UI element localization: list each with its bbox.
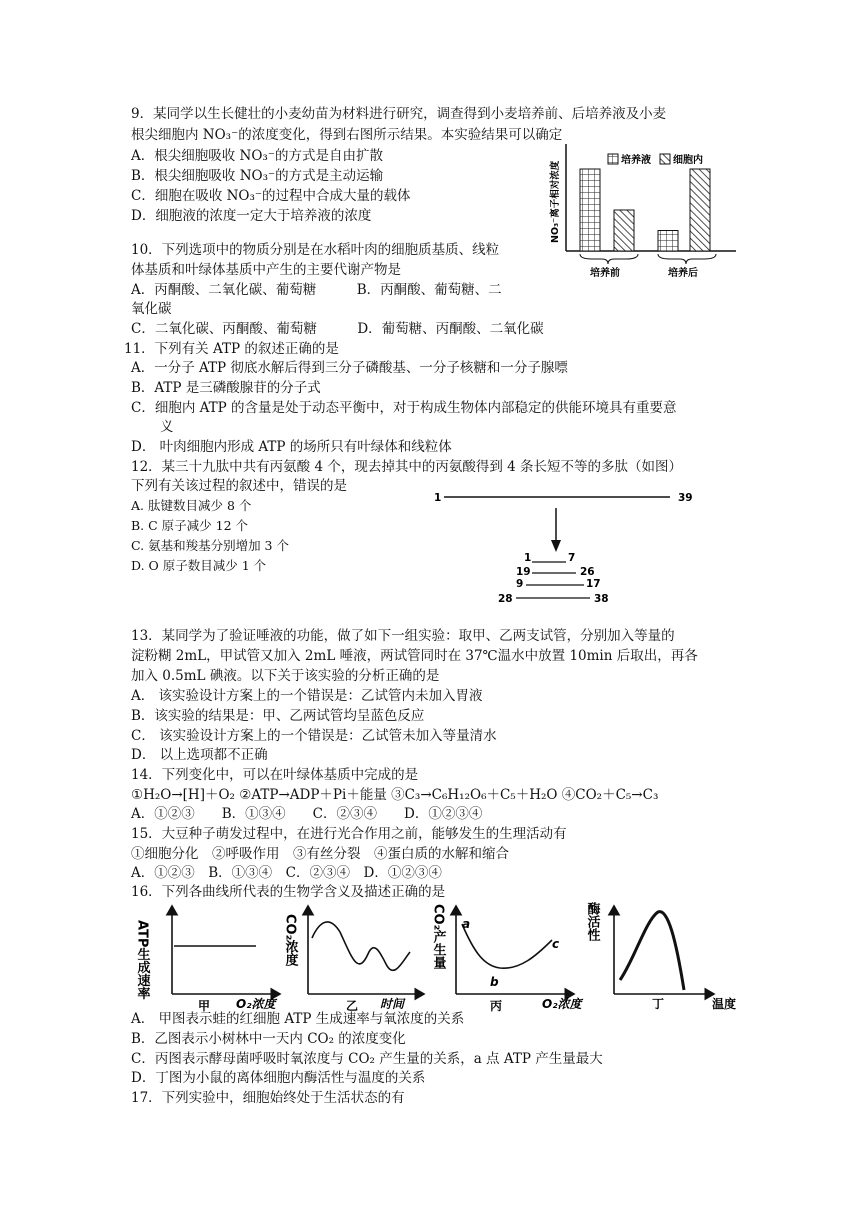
q12-stem-line2: 下列有关该过程的叙述中，错误的是 [131, 478, 347, 494]
graph3-point-a: a [462, 917, 471, 931]
q12-peptide-diagram [420, 488, 710, 610]
bar-after-medium [658, 231, 678, 252]
q11-option-b: B．ATP 是三磷酸腺苷的分子式 [131, 380, 321, 396]
q11-option-d: D． 叶肉细胞内形成 ATP 的场所只有叶绿体和线粒体 [131, 439, 452, 455]
frag4-start: 28 [498, 593, 513, 605]
q10-options-cd: C．二氧化碳、丙酮酸、葡萄糖 D．葡萄糖、丙酮酸、二氧化碳 [131, 321, 544, 337]
q16-stem: 16．下列各曲线所代表的生物学含义及描述正确的是 [131, 884, 446, 900]
graph1-ylabel: ATP生成速率 [134, 920, 150, 1000]
q11-option-c-cont: 义 [160, 419, 174, 435]
q13-stem-line2: 淀粉糊 2mL，甲试管又加入 2mL 唾液，两试管同时在 37℃温水中放置 10min 后取出，再各 [131, 648, 698, 664]
q9-group-before: 培养前 [590, 268, 620, 279]
q9-stem-line2: 根尖细胞内 NO₃⁻的浓度变化，得到右图所示结果。本实验结果可以确定 [131, 127, 563, 143]
frag4-end: 38 [594, 593, 609, 605]
q15-options: A．①②③ B．①③④ C．②③④ D．①②③④ [131, 865, 442, 881]
q10-options-ab: A．丙酮酸、二氧化碳、葡萄糖 B．丙酮酸、葡萄糖、二 [131, 282, 502, 298]
q10-stem-line1: 10．下列选项中的物质分别是在水稻叶肉的细胞质基质、线粒 [131, 242, 500, 258]
graph4-xlabel: 温度 [712, 997, 737, 1011]
q14-items: ①H₂O→[H]＋O₂ ②ATP→ADP＋Pi＋能量 ③C₃→C₆H₁₂O₆＋C₅＋H₂O ④CO₂＋C₅→C₃ [131, 787, 659, 803]
q12-option-c: C. 氨基和羧基分别增加 3 个 [131, 538, 289, 553]
q17-stem: 17．下列实验中，细胞始终处于生活状态的有 [131, 1090, 405, 1106]
q16-graphs [134, 900, 750, 1013]
q10-options-ab-cont: 氧化碳 [131, 301, 172, 317]
frag3-start: 9 [516, 578, 524, 590]
q9-option-a: A．根尖细胞吸收 NO₃⁻的方式是自由扩散 [131, 148, 383, 164]
q9-option-d: D．细胞液的浓度一定大于培养液的浓度 [131, 208, 372, 224]
graph4-ylabel: 酶活性 [584, 902, 600, 941]
q9-option-b: B．根尖细胞吸收 NO₃⁻的方式是主动运输 [131, 168, 384, 184]
q12-option-a: A. 肽键数目减少 8 个 [131, 498, 252, 513]
q11-option-a: A．一分子 ATP 彻底水解后得到三分子磷酸基、一分子核糖和一分子腺嘌 [131, 360, 568, 376]
q13-option-c: C． 该实验设计方案上的一个错误是：乙试管未加入等量清水 [131, 728, 497, 744]
bar-after-cell [690, 169, 710, 251]
q13-stem-line1: 13．某同学为了验证唾液的功能，做了如下一组实验：取甲、乙两支试管，分别加入等量的 [131, 628, 675, 644]
q15-stem: 15．大豆种子萌发过程中，在进行光合作用之前，能够发生的生理活动有 [131, 826, 567, 842]
q13-option-d: D． 以上选项都不正确 [131, 747, 268, 763]
graph2-ylabel: CO₂浓度 [282, 914, 298, 967]
graph2-name: 乙 [346, 999, 359, 1013]
graph1-name: 甲 [198, 999, 211, 1013]
q16-option-a: A． 甲图表示蛙的红细胞 ATP 生成速率与氧浓度的关系 [131, 1011, 465, 1027]
bar-before-cell [614, 210, 634, 251]
frag2-end: 26 [580, 566, 595, 578]
q12-option-b: B. C 原子减少 12 个 [131, 518, 249, 533]
chain-end-label: 39 [678, 492, 693, 504]
graph4-name: 丁 [652, 997, 665, 1011]
graph3-name: 丙 [490, 999, 503, 1013]
graph3-xlabel: O₂浓度 [542, 997, 582, 1011]
q13-option-a: A． 该实验设计方案上的一个错误是：乙试管内未加入胃液 [131, 688, 483, 704]
q16-option-c: C．丙图表示酵母菌呼吸时氧浓度与 CO₂ 产生量的关系，a 点 ATP 产生量最大 [131, 1051, 603, 1067]
q9-group-after: 培养后 [668, 268, 698, 279]
q12-option-d: D. O 原子数目减少 1 个 [131, 558, 267, 573]
q11-option-c: C．细胞内 ATP 的含量是处于动态平衡中，对于构成生物体内部稳定的供能环境具有重要意 [131, 400, 677, 416]
graph3-point-b: b [490, 975, 499, 989]
frag1-start: 1 [524, 552, 532, 564]
frag3-end: 17 [586, 578, 601, 590]
q9-bar-chart [540, 138, 740, 280]
q15-items: ①细胞分化 ②呼吸作用 ③有丝分裂 ④蛋白质的水解和缩合 [131, 846, 509, 862]
q10-stem-line2: 体基质和叶绿体基质中产生的主要代谢产物是 [131, 262, 401, 278]
q12-stem-line1: 12．某三十九肽中共有丙氨酸 4 个，现去掉其中的丙氨酸得到 4 条长短不等的多肽（如图） [131, 459, 683, 475]
q14-options: A．①②③ B．①③④ C．②③④ D．①②③④ [131, 806, 483, 822]
q9-stem-line1: 9．某同学以生长健壮的小麦幼苗为材料进行研究，调查得到小麦培养前、后培养液及小麦 [131, 106, 667, 122]
graph1-xlabel: O₂浓度 [236, 997, 276, 1011]
q13-option-b: B．该实验的结果是：甲、乙两试管均呈蓝色反应 [131, 708, 425, 724]
q13-stem-line3: 加入 0.5mL 碘液。以下关于该实验的分析正确的是 [131, 668, 440, 684]
frag1-end: 7 [568, 552, 576, 564]
q11-stem: 11．下列有关 ATP 的叙述正确的是 [124, 341, 339, 357]
frag2-start: 19 [516, 566, 531, 578]
q14-stem: 14．下列变化中，可以在叶绿体基质中完成的是 [131, 767, 419, 783]
bar-before-medium [580, 169, 600, 251]
q9-legend-medium: 培养液 [621, 155, 651, 166]
chain-start-label: 1 [434, 492, 442, 504]
q16-option-b: B．乙图表示小树林中一天内 CO₂ 的浓度变化 [131, 1031, 406, 1047]
q16-option-d: D．丁图为小鼠的离体细胞内酶活性与温度的关系 [131, 1070, 426, 1086]
graph3-point-c: c [552, 937, 560, 951]
q9-option-c: C．细胞在吸收 NO₃⁻的过程中合成大量的载体 [131, 188, 411, 204]
graph2-xlabel: 时间 [380, 997, 405, 1011]
graph3-ylabel: CO₂产生量 [430, 904, 446, 970]
q9-legend-cell: 细胞内 [673, 155, 703, 166]
q9-chart-ylabel: NO₃⁻离子相对浓度 [550, 160, 561, 243]
